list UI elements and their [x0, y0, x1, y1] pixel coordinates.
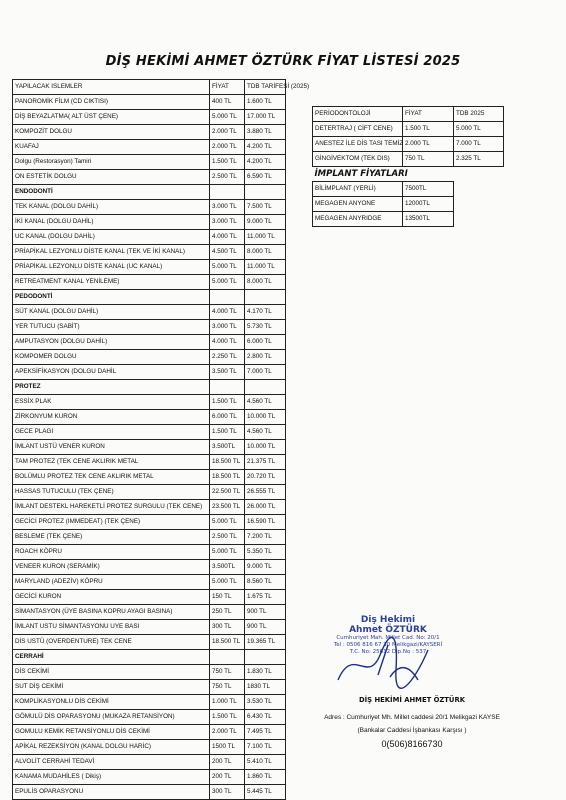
- procedure-tdb-price: 900 TL: [245, 605, 286, 620]
- implant-price: 7500TL: [403, 182, 454, 197]
- procedure-name: AMPUTASYON (DOLGU DAHİL): [13, 335, 210, 350]
- procedure-name: BOLÜMLU PROTEZ TEK CENE AKLIRIK METAL: [13, 470, 210, 485]
- procedure-name: ON ESTETİK DOLGU: [13, 170, 210, 185]
- table-row: [313, 152, 504, 167]
- procedure-name: YER TUTUCU (SABİT): [13, 320, 210, 335]
- table-row: [13, 740, 286, 755]
- page-title: DİŞ HEKİMİ AHMET ÖZTÜRK FİYAT LİSTESİ 2025: [105, 54, 461, 69]
- procedure-tdb-price: 8.000 TL: [245, 245, 286, 260]
- procedure-price: 1.500 TL: [210, 155, 245, 170]
- procedure-name: KANAMA MUDAHİLES ( Dikiş): [13, 770, 210, 785]
- stamp-phone: Tel : 0506 816 67 30 Melikgazi/KAYSERİ: [333, 642, 443, 648]
- procedure-tdb-price: 5.445 TL: [245, 785, 286, 800]
- procedure-price: 2.000 TL: [403, 137, 454, 152]
- table-row: [13, 785, 286, 800]
- stamp-address: Cumhuriyet Mah. Millet Cad. No: 20/1: [336, 635, 440, 641]
- procedure-name: PRİAPİKAL LEZYONLU DİSTE KANAL (TEK VE İKİ KANAL): [13, 245, 210, 260]
- procedure-price: [210, 650, 245, 665]
- implant-price: 12000TL: [403, 197, 454, 212]
- table-row: [13, 710, 286, 725]
- section-row: [13, 380, 286, 395]
- table-row: [13, 335, 286, 350]
- procedure-name: CERRAHİ: [13, 650, 210, 665]
- procedure-tdb-price: 900 TL: [245, 620, 286, 635]
- table-row: [13, 485, 286, 500]
- procedure-name: MARYLAND (ADEZİV) KÖPRU: [13, 575, 210, 590]
- table-row: [313, 137, 504, 152]
- procedure-name: GECE PLAGI: [13, 425, 210, 440]
- procedure-name: APEKSİFİKASYON (DOLGU DAHİL: [13, 365, 210, 380]
- procedure-price: 200 TL: [210, 755, 245, 770]
- table-row: [13, 305, 286, 320]
- procedure-name: İMLANT USTÜ VENER KURON: [13, 440, 210, 455]
- procedure-name: EPULİS OPARASYONU: [13, 785, 210, 800]
- procedure-tdb-price: 7.100 TL: [245, 740, 286, 755]
- procedure-tdb-price: 6.000 TL: [245, 335, 286, 350]
- column-header: PERİODONTOLOJİ: [313, 107, 403, 122]
- table-row: [13, 680, 286, 695]
- procedure-price: 1.000 TL: [210, 695, 245, 710]
- procedure-name: VENEER KURON (SERAMİK): [13, 560, 210, 575]
- table-row: [13, 440, 286, 455]
- procedure-price: 750 TL: [403, 152, 454, 167]
- table-row: [13, 125, 286, 140]
- procedure-name: Dolgu (Restorasyon) Tamiri: [13, 155, 210, 170]
- procedure-tdb-price: 9.000 TL: [245, 215, 286, 230]
- procedure-name: ZİRKONYUM KURON: [13, 410, 210, 425]
- procedure-price: 4.000 TL: [210, 230, 245, 245]
- implant-section-title: İMPLANT FİYATLARI: [314, 169, 408, 179]
- procedure-tdb-price: 8.560 TL: [245, 575, 286, 590]
- procedure-tdb-price: 4.170 TL: [245, 305, 286, 320]
- table-row: [13, 590, 286, 605]
- procedure-name: TAM PROTEZ (TEK CENE AKLIRIK METAL: [13, 455, 210, 470]
- procedure-price: 1.500 TL: [210, 710, 245, 725]
- procedure-price: 5.000 TL: [210, 260, 245, 275]
- procedure-name: GECİCİ PROTEZ (IMMEDEAT) (TEK ÇENE): [13, 515, 210, 530]
- procedure-price: 3.500TL: [210, 560, 245, 575]
- procedure-price: 5.000 TL: [210, 575, 245, 590]
- procedure-price: 2.000 TL: [210, 125, 245, 140]
- procedure-tdb-price: 11.000 TL: [245, 260, 286, 275]
- procedure-name: APİKAL REZEKSİYON (KANAL DOLGU HARİC): [13, 740, 210, 755]
- procedure-price: 300 TL: [210, 785, 245, 800]
- procedure-tdb-price: 16.590 TL: [245, 515, 286, 530]
- footer-doctor-name: DİŞ HEKİMİ AHMET ÖZTÜRK: [359, 696, 465, 704]
- footer-bank-note: (Bankalar Caddesi İşbankası Karşısı ): [357, 727, 467, 734]
- procedure-tdb-price: [245, 380, 286, 395]
- procedure-name: PROTEZ: [13, 380, 210, 395]
- column-header: FİYAT: [403, 107, 454, 122]
- procedure-tdb-price: 5.410 TL: [245, 755, 286, 770]
- column-header: YAPILACAK ISLEMLER: [13, 80, 210, 95]
- table-row: [13, 500, 286, 515]
- procedure-name: UC KANAL (DOLGU DAHİL): [13, 230, 210, 245]
- table-row: [13, 770, 286, 785]
- procedure-price: [210, 185, 245, 200]
- table-row: [13, 275, 286, 290]
- procedure-price: 4.000 TL: [210, 305, 245, 320]
- procedure-name: GİNGİVEKTOM (TEK DIS): [313, 152, 403, 167]
- procedure-price: 3.000 TL: [210, 215, 245, 230]
- procedure-tdb-price: 3.530 TL: [245, 695, 286, 710]
- procedure-price: 3.500 TL: [210, 365, 245, 380]
- procedure-tdb-price: 26.000 TL: [245, 500, 286, 515]
- signature-icon: [318, 625, 458, 695]
- procedure-price: 750 TL: [210, 665, 245, 680]
- procedure-tdb-price: [245, 185, 286, 200]
- procedure-name: SİMANTASYON (ÜYE BASINA KOPRU AYAGI BASINA): [13, 605, 210, 620]
- procedure-name: KOMPLİKASYONLU DİS CEKİMİ: [13, 695, 210, 710]
- stamp-ids: T.C. No: 25612 Dip.No : 537: [349, 649, 427, 655]
- procedure-name: PANOROMİK FİLM (CD CIKTISI): [13, 95, 210, 110]
- procedure-tdb-price: 20.720 TL: [245, 470, 286, 485]
- procedure-name: DİŞ BEYAZLATMA( ALT ÜST ÇENE): [13, 110, 210, 125]
- procedure-tdb-price: 7.200 TL: [245, 530, 286, 545]
- procedure-name: İMLANT DESTEKL HAREKETLİ PROTEZ SURGULU (TEK CENE): [13, 500, 210, 515]
- procedure-name: DİS CEKİMİ: [13, 665, 210, 680]
- table-header-row: [13, 80, 286, 95]
- procedure-tdb-price: 17.000 TL: [245, 110, 286, 125]
- implant-row: [313, 212, 504, 227]
- table-row: [13, 395, 286, 410]
- procedure-name: KOMPOZİT DOLGU: [13, 125, 210, 140]
- procedure-tdb-price: 1.675 TL: [245, 590, 286, 605]
- procedure-price: 3.000 TL: [210, 320, 245, 335]
- table-row: [13, 665, 286, 680]
- procedure-tdb-price: 7.495 TL: [245, 725, 286, 740]
- column-header: FİYAT: [210, 80, 245, 95]
- procedure-name: ESSİX PLAK: [13, 395, 210, 410]
- procedure-tdb-price: 1830 TL: [245, 680, 286, 695]
- procedure-price: 150 TL: [210, 590, 245, 605]
- procedure-tdb-price: [245, 650, 286, 665]
- procedure-name: RETREATMENT KANAL YENİLEME): [13, 275, 210, 290]
- procedure-price: 300 TL: [210, 620, 245, 635]
- procedure-price: 2.000 TL: [210, 725, 245, 740]
- procedure-price: 4.000 TL: [210, 335, 245, 350]
- procedure-tdb-price: 5.000 TL: [454, 122, 504, 137]
- column-header: TDB 2025: [454, 107, 504, 122]
- procedure-tdb-price: 1.600 TL: [245, 95, 286, 110]
- procedure-price: 23.500 TL: [210, 500, 245, 515]
- procedure-price: 5.000 TL: [210, 275, 245, 290]
- section-row: [13, 290, 286, 305]
- procedure-tdb-price: 21.375 TL: [245, 455, 286, 470]
- table-row: [13, 365, 286, 380]
- implant-name: BİLİMPLANT (YERLİ): [313, 182, 403, 197]
- table-row: [13, 320, 286, 335]
- procedure-name: PEDODONTİ: [13, 290, 210, 305]
- table-row: [13, 215, 286, 230]
- procedure-price: 1.500 TL: [403, 122, 454, 137]
- table-row: [13, 95, 286, 110]
- procedure-price: 6.000 TL: [210, 410, 245, 425]
- procedure-tdb-price: 1.830 TL: [245, 665, 286, 680]
- procedure-tdb-price: 3.880 TL: [245, 125, 286, 140]
- procedure-price: 5.000 TL: [210, 545, 245, 560]
- doctor-stamp: [318, 615, 458, 695]
- table-row: [13, 230, 286, 245]
- table-row: [13, 200, 286, 215]
- procedure-price: 2.500 TL: [210, 170, 245, 185]
- table-row: [13, 605, 286, 620]
- table-row: [13, 110, 286, 125]
- procedure-tdb-price: 8.000 TL: [245, 275, 286, 290]
- procedure-name: HASSAS TUTUCULU (TEK ÇENE): [13, 485, 210, 500]
- procedure-price: 1.500 TL: [210, 395, 245, 410]
- procedure-price: 5.000 TL: [210, 110, 245, 125]
- periodontology-table: [312, 106, 504, 227]
- price-table: [12, 79, 310, 800]
- procedure-name: BESLEME (TEK ÇENE): [13, 530, 210, 545]
- procedure-tdb-price: 11.000 TL: [245, 230, 286, 245]
- procedure-name: ANESTEZ İLE DİS TASI TEMİZ: [313, 137, 403, 152]
- procedure-price: 2.500 TL: [210, 530, 245, 545]
- procedure-price: [210, 290, 245, 305]
- procedure-price: 5.000 TL: [210, 515, 245, 530]
- footer-address: Adres : Cumhuriyet Mh. Millet caddesi 20/1 Melikgazi KAYSE: [324, 714, 500, 721]
- procedure-tdb-price: 4.560 TL: [245, 425, 286, 440]
- procedure-name: SÜT KANAL (DOLGU DAHİL): [13, 305, 210, 320]
- table-row: [13, 635, 286, 650]
- procedure-tdb-price: 6.590 TL: [245, 170, 286, 185]
- table-row: [13, 755, 286, 770]
- table-header-row: [313, 107, 504, 122]
- procedure-tdb-price: 5.350 TL: [245, 545, 286, 560]
- procedure-name: DİS USTÜ (OVERDENTURE) TEK CENE: [13, 635, 210, 650]
- procedure-name: TEK KANAL (DOLGU DAHİL): [13, 200, 210, 215]
- section-row: [13, 650, 286, 665]
- procedure-name: GÖMULÜ DİS OPARASYONU (MUKAZA RETANSİYON): [13, 710, 210, 725]
- procedure-tdb-price: 7.500 TL: [245, 200, 286, 215]
- procedure-tdb-price: 2.325 TL: [454, 152, 504, 167]
- procedure-price: 1500 TL: [210, 740, 245, 755]
- procedure-price: 750 TL: [210, 680, 245, 695]
- table-row: [13, 455, 286, 470]
- footer-phone: 0(506)8166730: [381, 739, 443, 749]
- table-row: [13, 620, 286, 635]
- procedure-price: 200 TL: [210, 770, 245, 785]
- column-header: TDB TARİFESİ (2025): [245, 80, 286, 95]
- procedure-name: DETERTRAJ ( CİFT CENE): [313, 122, 403, 137]
- procedure-tdb-price: 6.430 TL: [245, 710, 286, 725]
- procedure-tdb-price: 1.860 TL: [245, 770, 286, 785]
- procedure-name: GOMULU KEMİK RETANSİYONLU DİS CEKİMİ: [13, 725, 210, 740]
- procedure-tdb-price: 4.200 TL: [245, 155, 286, 170]
- procedure-tdb-price: 4.560 TL: [245, 395, 286, 410]
- procedure-price: 3.000 TL: [210, 200, 245, 215]
- procedure-price: 22.500 TL: [210, 485, 245, 500]
- table-row: [13, 575, 286, 590]
- procedure-tdb-price: 19.365 TL: [245, 635, 286, 650]
- table-row: [13, 170, 286, 185]
- implant-name: MEGAGEN ANYRIDGE: [313, 212, 403, 227]
- table-row: [13, 260, 286, 275]
- table-row: [13, 545, 286, 560]
- procedure-name: İKİ KANAL (DOLGU DAHİL): [13, 215, 210, 230]
- stamp-title: Diş Hekimi: [360, 615, 416, 625]
- procedure-tdb-price: [245, 290, 286, 305]
- procedure-price: 250 TL: [210, 605, 245, 620]
- table-row: [13, 350, 286, 365]
- table-row: [13, 155, 286, 170]
- procedure-name: İMLANT USTU SİMANTASYONU UYE BASI: [13, 620, 210, 635]
- procedure-name: KOMPOMER DOLGU: [13, 350, 210, 365]
- table-row: [13, 560, 286, 575]
- procedure-name: SUT DİŞ CEKİMİ: [13, 680, 210, 695]
- table-row: [13, 245, 286, 260]
- procedure-name: KUAFAJ: [13, 140, 210, 155]
- procedure-price: 1.500 TL: [210, 425, 245, 440]
- table-row: [13, 725, 286, 740]
- procedure-price: 18.500 TL: [210, 470, 245, 485]
- procedure-tdb-price: 7.000 TL: [245, 365, 286, 380]
- procedure-tdb-price: 4.200 TL: [245, 140, 286, 155]
- procedure-price: 2.250 TL: [210, 350, 245, 365]
- procedure-price: [210, 380, 245, 395]
- table-row: [13, 515, 286, 530]
- procedure-price: 18.500 TL: [210, 455, 245, 470]
- procedure-name: ALVOLİT CERRAHİ TEDAVİ: [13, 755, 210, 770]
- procedure-tdb-price: 26.555 TL: [245, 485, 286, 500]
- procedure-price: 4.500 TL: [210, 245, 245, 260]
- procedure-name: ENDODONTİ: [13, 185, 210, 200]
- procedure-tdb-price: 2.800 TL: [245, 350, 286, 365]
- section-row: [13, 185, 286, 200]
- procedure-name: ROACH KÖPRU: [13, 545, 210, 560]
- stamp-name: Ahmet ÖZTÜRK: [349, 625, 427, 635]
- table-row: [13, 140, 286, 155]
- procedure-name: GECİCİ KURON: [13, 590, 210, 605]
- table-row: [313, 122, 504, 137]
- procedure-price: 18.500 TL: [210, 635, 245, 650]
- table-row: [13, 410, 286, 425]
- procedure-name: PRİAPİKAL LEZYONLU DİSTE KANAL (UC KANAL): [13, 260, 210, 275]
- implant-price: 13500TL: [403, 212, 454, 227]
- procedure-price: 2.000 TL: [210, 140, 245, 155]
- implant-name: MEGAGEN ANYONE: [313, 197, 403, 212]
- procedure-tdb-price: 10.000 TL: [245, 440, 286, 455]
- implant-row: [313, 197, 504, 212]
- procedure-tdb-price: 10.000 TL: [245, 410, 286, 425]
- procedure-price: 3.500TL: [210, 440, 245, 455]
- table-row: [13, 695, 286, 710]
- procedure-tdb-price: 9.000 TL: [245, 560, 286, 575]
- table-row: [13, 530, 286, 545]
- procedure-price: 400 TL: [210, 95, 245, 110]
- implant-row: [313, 182, 504, 197]
- implant-title-row: [313, 167, 504, 182]
- procedure-tdb-price: 5.730 TL: [245, 320, 286, 335]
- table-row: [13, 425, 286, 440]
- procedure-tdb-price: 7.000 TL: [454, 137, 504, 152]
- table-row: [13, 470, 286, 485]
